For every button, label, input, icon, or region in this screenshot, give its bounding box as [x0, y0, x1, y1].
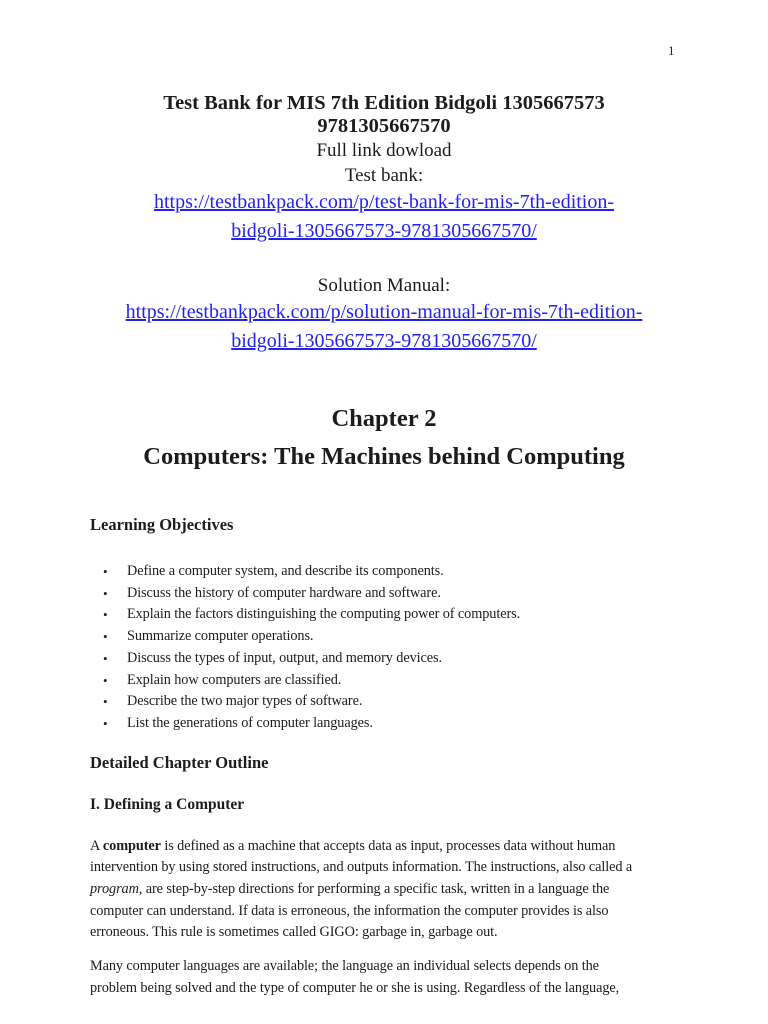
objective-text: Discuss the history of computer hardware and software. [127, 584, 441, 601]
list-item [90, 691, 690, 713]
bullet-icon: • [103, 672, 108, 688]
objective-text: List the generations of computer languages. [127, 714, 373, 731]
document-header [0, 0, 768, 356]
paragraph-line [90, 836, 690, 858]
doc-title-line2: 9781305667570 [317, 115, 451, 137]
bullet-icon: • [103, 715, 108, 731]
test-bank-link-row1 [0, 188, 768, 217]
solution-manual-link-row2 [0, 327, 768, 356]
bold-term-computer: computer [102, 837, 161, 854]
text-run: is defined as a machine that accepts data as input, processes data without human [160, 837, 616, 854]
detailed-chapter-outline-heading: Detailed Chapter Outline [90, 752, 269, 772]
paragraph-line: Many computer languages are available; the language an individual selects depends on the [90, 958, 599, 975]
objective-text: Explain the factors distinguishing the computing power of computers. [127, 606, 521, 623]
objective-text: Define a computer system, and describe its components. [127, 563, 444, 579]
objective-text: Describe the two major types of software. [127, 693, 363, 710]
list-item [90, 561, 690, 583]
chapter-heading [0, 400, 768, 476]
bullet-icon: • [103, 650, 108, 666]
bullet-icon: • [103, 629, 108, 645]
paragraph-line [90, 879, 690, 901]
objective-text: Discuss the types of input, output, and memory devices. [127, 649, 442, 666]
list-item [90, 604, 690, 626]
chapter-title: Computers: The Machines behind Computing [143, 443, 625, 470]
text-run: , are step-by-step directions for performing a specific task, written in a language the [138, 881, 610, 898]
document-body [0, 514, 768, 1000]
solution-manual-link-line1[interactable]: https://testbankpack.com/p/solution-manual-for-mis-7th-edition- [125, 301, 643, 323]
test-bank-label: Test bank: [344, 165, 424, 186]
objective-text: Explain how computers are classified. [127, 671, 342, 688]
solution-manual-link-row1 [0, 298, 768, 327]
full-link-download-label: Full link dowload [316, 140, 452, 161]
text-run: A [90, 837, 103, 854]
page-number: 1 [668, 43, 675, 58]
bullet-icon: • [103, 607, 108, 623]
paragraph-line: computer can understand. If data is erroneous, the information the computer provides is also [90, 902, 609, 919]
section-1-heading: I. Defining a Computer [90, 795, 245, 813]
paragraph-line: problem being solved and the type of computer he or she is using. Regardless of the language, [90, 979, 620, 996]
bullet-icon: • [103, 585, 108, 601]
list-item [90, 626, 690, 648]
test-bank-link-row2 [0, 217, 768, 246]
list-item [90, 648, 690, 670]
paragraph-1 [90, 836, 690, 945]
paragraph-2 [90, 956, 690, 999]
paragraph-line: erroneous. This rule is sometimes called GIGO: garbage in, garbage out. [90, 924, 498, 941]
solution-manual-link-line2[interactable]: bidgoli-1305667573-9781305667570/ [231, 330, 537, 352]
chapter-number: Chapter 2 [331, 405, 437, 432]
objectives-list [90, 561, 690, 735]
bullet-icon: • [103, 564, 108, 579]
list-item [90, 670, 690, 692]
test-bank-link-line1[interactable]: https://testbankpack.com/p/test-bank-for-mis-7th-edition- [153, 191, 615, 213]
objective-text: Summarize computer operations. [127, 628, 314, 645]
paragraph-line: intervention by using stored instructions, and outputs information. The instructions, also called a [90, 859, 633, 876]
list-item [90, 713, 690, 735]
solution-manual-label: Solution Manual: [317, 275, 451, 296]
test-bank-link-line2[interactable]: bidgoli-1305667573-9781305667570/ [231, 220, 537, 242]
italic-term-program: program [90, 881, 139, 898]
bullet-icon: • [103, 694, 108, 710]
list-item [90, 583, 690, 605]
learning-objectives-heading: Learning Objectives [90, 515, 234, 534]
doc-title-line1: Test Bank for MIS 7th Edition Bidgoli 1305667573 [163, 92, 605, 114]
